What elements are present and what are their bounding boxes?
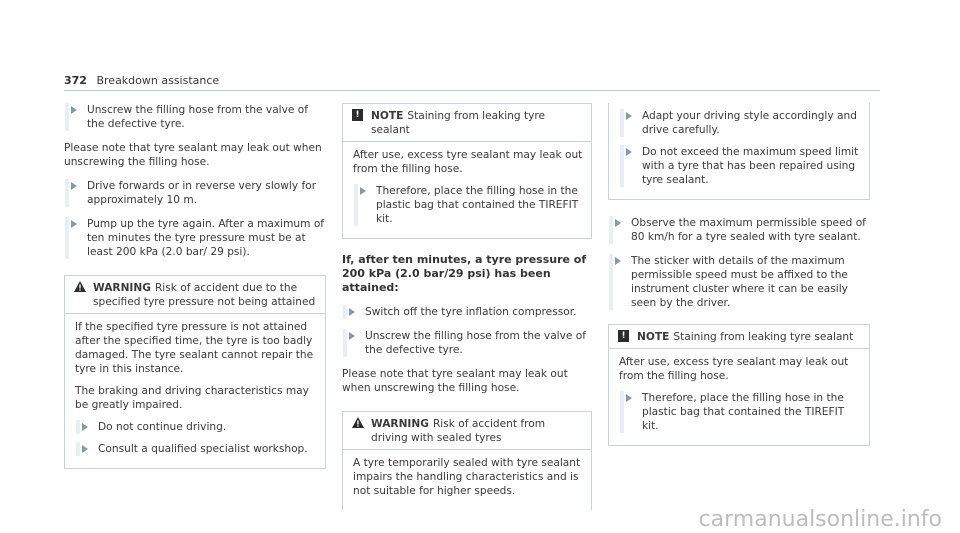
arrow-right-icon: [626, 394, 632, 402]
step-item: [609, 254, 870, 310]
note-title: Staining from leaking tyre sealant: [371, 110, 546, 136]
arrow-right-icon: [349, 332, 355, 340]
warning-box: [342, 411, 592, 510]
arrow-right-icon: [71, 182, 77, 190]
arrow-right-icon: [71, 220, 77, 228]
arrow-right-icon: [626, 148, 632, 156]
watermark: carmanualsonline.info: [698, 507, 942, 532]
arrow-right-icon: [360, 187, 366, 195]
step-text: Unscrew the filling hose from the valve of the defective tyre.: [87, 104, 308, 130]
note-header: [343, 104, 591, 142]
warning-text: If the specified tyre pressure is not attained after the specified time, the tyre is too badly damaged. The tyre sealant cannot repair the tyre in this instance.: [75, 321, 314, 375]
step-text: The sticker with details of the maximum permissible speed must be affixed to the instrument cluster where it can be easily seen by the driver.: [631, 255, 848, 309]
step-item: [620, 109, 861, 137]
note-exclamation-icon: !: [352, 109, 363, 121]
step-text: Therefore, place the filling hose in the plastic bag that contained the TIREFIT kit.: [376, 185, 579, 225]
warning-text: The braking and driving characteristics may be greatly impaired.: [75, 385, 309, 411]
step-text: Drive forwards or in reverse very slowly for approximately 10 m.: [87, 180, 317, 206]
step-item: [65, 217, 326, 259]
warning-triangle-icon: [74, 281, 86, 292]
column-2: [342, 103, 592, 520]
note-text: After use, excess tyre sealant may leak out from the filling hose.: [353, 149, 583, 175]
header-rule: [64, 90, 880, 91]
note-box: [608, 324, 870, 446]
warning-body: [609, 103, 869, 199]
step-item: [343, 329, 592, 357]
warning-box: [64, 275, 326, 469]
step-text: Adapt your driving style accordingly and drive carefully.: [642, 110, 857, 136]
warning-body: [65, 314, 325, 468]
note-box: [342, 103, 592, 239]
step-item: [76, 442, 317, 456]
step-item: [609, 216, 870, 244]
step-text: Do not continue driving.: [98, 421, 227, 433]
arrow-right-icon: [615, 219, 621, 227]
arrow-right-icon: [82, 423, 88, 431]
arrow-right-icon: [615, 257, 621, 265]
note-text: After use, excess tyre sealant may leak out from the filling hose.: [619, 356, 849, 382]
note-title: Staining from leaking tyre sealant: [673, 331, 854, 343]
note-header: [609, 325, 869, 349]
step-text: Pump up the tyre again. After a maximum of ten minutes the tyre pressure must be at least 200 kPa (2.0 bar/ 29 psi).: [87, 218, 325, 258]
step-text: Switch off the tyre inflation compressor.: [365, 306, 577, 318]
step-item: [76, 420, 317, 434]
page-header: [64, 74, 219, 88]
step-item: [65, 103, 326, 131]
warning-title: Risk of accident from driving with sealed tyres: [371, 418, 546, 444]
note-label: NOTE: [371, 110, 404, 122]
arrow-right-icon: [349, 308, 355, 316]
arrow-right-icon: [626, 112, 632, 120]
column-3: [608, 103, 870, 456]
step-text: Unscrew the filling hose from the valve of the defective tyre.: [365, 330, 586, 356]
warning-body: [343, 450, 591, 510]
warning-text: A tyre temporarily sealed with tyre sealant impairs the handling characteristics and is not suitable for higher speeds.: [353, 457, 581, 497]
warning-triangle-icon: [352, 417, 364, 428]
paragraph: Please note that tyre sealant may leak out when unscrewing the filling hose.: [342, 368, 568, 394]
step-item: [620, 145, 861, 187]
step-item: [343, 305, 592, 319]
note-exclamation-icon: !: [618, 330, 629, 342]
warning-label: WARNING: [371, 418, 429, 430]
step-item: [620, 391, 861, 433]
paragraph: Please note that tyre sealant may leak out when unscrewing the filling hose.: [64, 142, 322, 168]
section-title: Breakdown assistance: [96, 74, 220, 87]
note-body: [609, 349, 869, 445]
warning-header: [343, 412, 591, 450]
step-text: Therefore, place the filling hose in the plastic bag that contained the TIREFIT kit.: [642, 392, 845, 432]
note-body: [343, 142, 591, 238]
step-text: Observe the maximum permissible speed of 80 km/h for a tyre sealed with tyre sealant.: [631, 217, 866, 243]
arrow-right-icon: [71, 106, 77, 114]
step-text: Do not exceed the maximum speed limit with a tyre that has been repaired using tyre sealant.: [642, 146, 859, 186]
note-label: NOTE: [637, 331, 670, 343]
step-item: [65, 179, 326, 207]
step-item: [354, 184, 583, 226]
column-1: [64, 103, 326, 479]
section-heading: If, after ten minutes, a tyre pressure of 200 kPa (2.0 bar/29 psi) has been attained:: [342, 253, 587, 294]
page-number: 372: [64, 74, 87, 87]
warning-continuation-box: [608, 103, 870, 200]
warning-title: Risk of accident due to the specified tyre pressure not being attained: [93, 282, 316, 308]
warning-label: WARNING: [93, 282, 151, 294]
arrow-right-icon: [82, 445, 88, 453]
warning-header: [65, 276, 325, 314]
step-text: Consult a qualified specialist workshop.: [98, 443, 308, 455]
